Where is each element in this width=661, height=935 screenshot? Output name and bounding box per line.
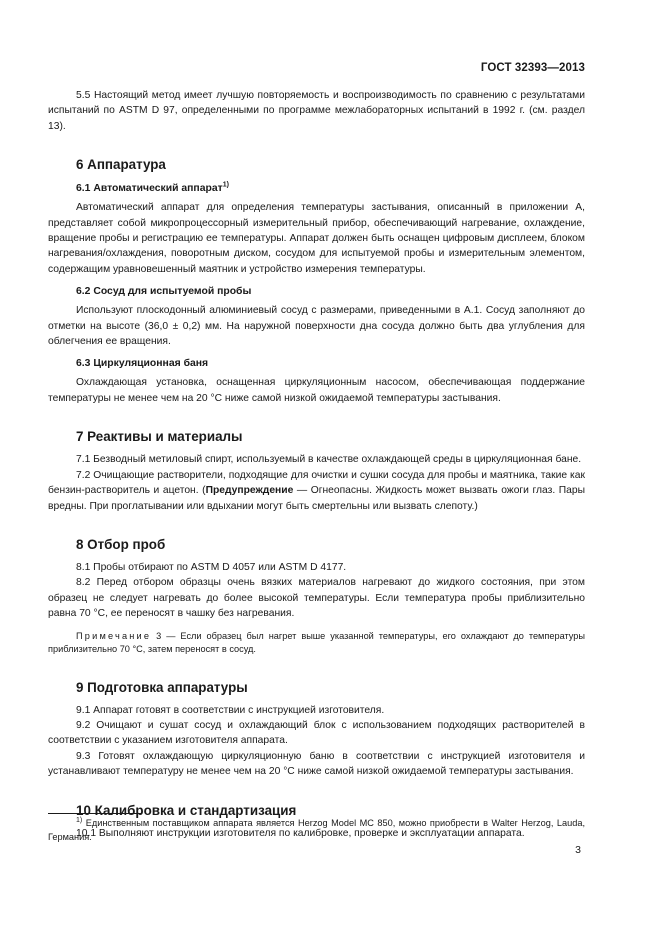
paragraph-7-2 — [48, 468, 585, 514]
subsection-6-2-title: 6.2 Сосуд для испытуемой пробы — [76, 286, 252, 298]
note-text: 3 — Если образец был нагрет выше указанной температуры, его охлаждают до температуры приблизительно 70 °С, затем переносят в сосуд. — [48, 630, 585, 655]
paragraph-7-2-end: — Огнеопасны. Жидкость может вызвать ожоги глаз. Пары вредны. При проглатывании или вдыхании могут быть смертельны или вызвать слепоту.) — [48, 485, 585, 512]
page-number: 3 — [575, 844, 581, 856]
page-body — [48, 88, 585, 841]
document-id: ГОСТ 32393—2013 — [480, 62, 585, 74]
paragraph-5-5: 5.5 Настоящий метод имеет лучшую повторяемость и воспроизводимость по сравнению с результатами испытаний по ASTM D 97, определенными по программе межлабораторных испытаний в 1992 г. (см. раздел 13). — [48, 90, 585, 132]
note-3 — [48, 630, 585, 657]
section-8-title: 8 Отбор проб — [76, 536, 166, 552]
footnote-ref: 1) — [222, 181, 229, 189]
section-7-title: 7 Реактивы и материалы — [76, 429, 243, 445]
footnote — [48, 816, 585, 844]
paragraph-8-1: 8.1 Пробы отбирают по ASTM D 4057 или ASTM D 4177. — [76, 561, 347, 573]
footnote-text: Единственным поставщиком аппарата является Herzog Model MC 850, можно приобрести в Walter Herzog, Lauda, Германия. — [48, 818, 585, 842]
paragraph-8-2: 8.2 Перед отбором образцы очень вязких материалов нагревают до жидкого состояния, при этом образец не следует нагревать до более высокой температуры. Если температура пробы приблизительно равна 70 °С, ее переносят в чашку без нагревания. — [48, 577, 585, 620]
warning-label: Предупреждение — [205, 485, 294, 497]
paragraph-9-3: 9.3 Готовят охлаждающую циркуляционную баню в соответствии с инструкцией изготовителя и устанавливают температуру не менее чем на 20 °С ниже самой низкой ожидаемой температуры застывания. — [48, 750, 585, 778]
subsection-6-1-title — [76, 182, 585, 196]
paragraph-6-1: Автоматический аппарат для определения температуры застывания, описанный в приложении А, представляет собой микропроцессорный измерительный прибор, обеспечивающий нагревание, охлаждение, вращение пробы и регистрацию ее температуры. Аппарат должен быть оснащен цифровым дисплеем, блоком нагревания/охлаждения, поворотным диском, сосудом для испытуемой пробы и измерительным элементом, содержащим уравновешенный маятник и устройство измерения температуры. — [48, 202, 585, 275]
paragraph-6-3: Охлаждающая установка, оснащенная циркуляционным насосом, обеспечивающая поддержание температуры не менее чем на 20 °С ниже самой низкой ожидаемой температуры застывания. — [48, 377, 585, 404]
paragraph-10-1: 10.1 Выполняют инструкции изготовителя по калибровке, проверке и эксплуатации аппарата. — [76, 827, 525, 839]
section-6-title: 6 Аппаратура — [76, 157, 166, 173]
section-9-title: 9 Подготовка аппаратуры — [76, 679, 248, 695]
note-label: Примечание — [76, 630, 152, 641]
paragraph-9-2: 9.2 Очищают и сушат сосуд и охлаждающий блок с использованием подходящих растворителей в соответствии с указанием изготовителя аппарата. — [48, 719, 585, 747]
paragraph-6-2: Используют плоскодонный алюминиевый сосуд с размерами, приведенными в А.1. Сосуд заполняют до отметки на высоте (36,0 ± 0,2) мм. На наружной поверхности дна сосуда должно быть два углубления для облегчения ее вращения. — [48, 305, 585, 348]
subsection-6-1-label: 6.1 Автоматический аппарат — [76, 183, 223, 195]
paragraph-9-1: 9.1 Аппарат готовят в соответствии с инструкцией изготовителя. — [76, 704, 385, 716]
section-10-title: 10 Калибровка и стандартизация — [76, 802, 297, 818]
subsection-6-3-title: 6.3 Циркуляционная баня — [76, 358, 209, 370]
paragraph-7-1: 7.1 Безводный метиловый спирт, используемый в качестве охлаждающей среды в циркуляционная бане. — [76, 454, 582, 466]
footnote-mark: 1) — [76, 816, 83, 824]
footnote-separator — [48, 813, 142, 814]
paragraph-7-2-start: 7.2 Очищающие растворители, подходящие для очистки и сушки сосуда для пробы и маятника, такие как бензин-растворитель и ацетон. ( — [48, 469, 585, 497]
